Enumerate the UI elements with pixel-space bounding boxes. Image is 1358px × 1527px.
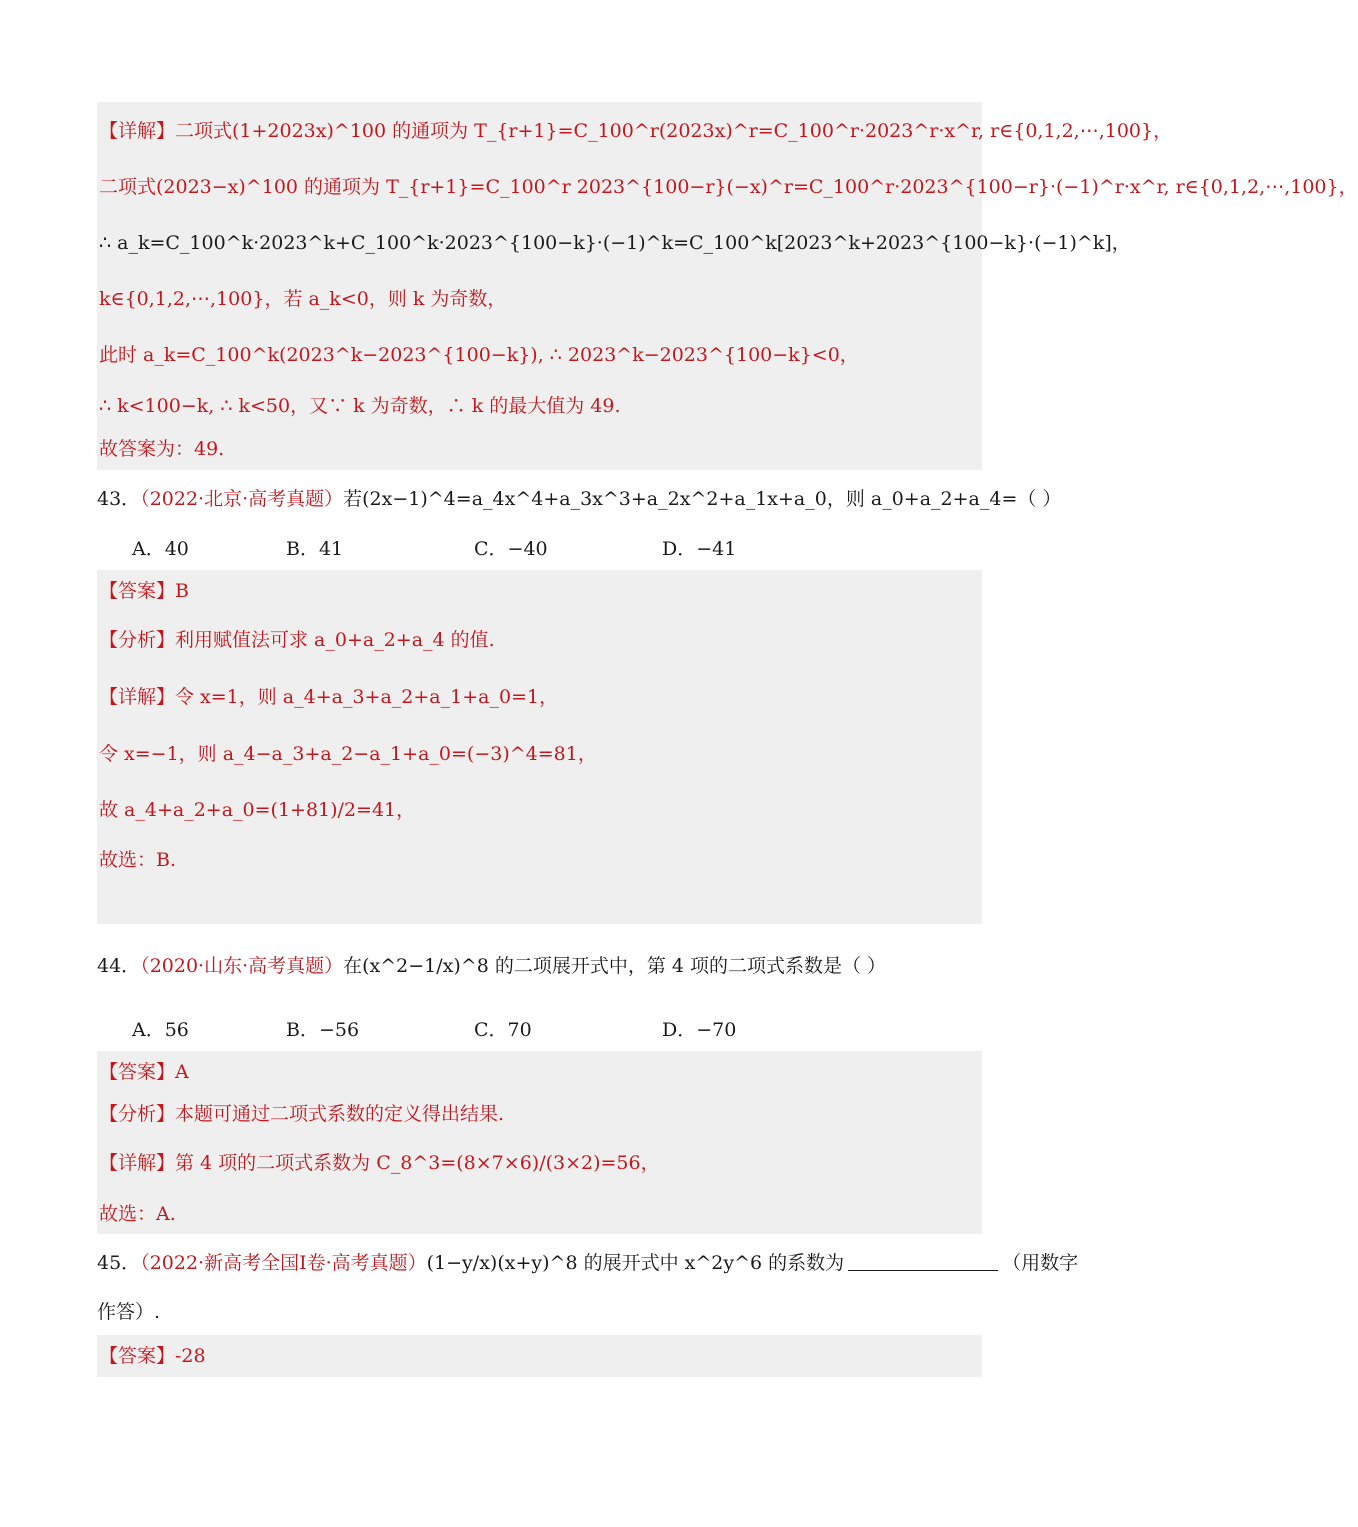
detail-line-6: ∴ k<100−k, ∴ k<50，又∵ k 为奇数，∴ k 的最大值为 49. <box>99 395 621 417</box>
detail-line-7: 故答案为：49. <box>99 438 225 460</box>
detail-line-4: k∈{0,1,2,⋯,100}，若 a_k<0，则 k 为奇数， <box>99 288 507 310</box>
options-44 <box>0 1015 1080 1045</box>
analysis-44: 【分析】本题可通过二项式系数的定义得出结果. <box>99 1103 505 1125</box>
detail-43-line-3: 故 a_4+a_2+a_0=(1+81)/2=41， <box>99 799 416 821</box>
option-c: C．−40 <box>474 538 548 560</box>
question-source: （2022·北京·高考真题） <box>140 488 344 510</box>
question-45-cont: 作答）. <box>97 1301 161 1323</box>
answer-44: 【答案】A <box>99 1061 189 1083</box>
detail-43-line-2: 令 x=−1，则 a_4−a_3+a_2−a_1+a_0=(−3)^4=81， <box>99 743 597 765</box>
answer-45: 【答案】-28 <box>99 1345 206 1367</box>
question-stem: (1−y/x)(x+y)^8 的展开式中 x^2y^6 的系数为 <box>426 1252 845 1274</box>
question-stem-tail: （用数字 <box>1002 1252 1079 1274</box>
question-stem: 若(2x−1)^4=a_4x^4+a_3x^3+a_2x^2+a_1x+a_0，则 a_0+a_2+a_4=（ ） <box>343 488 1062 510</box>
question-44 <box>97 951 982 981</box>
option-a: A．40 <box>132 538 189 560</box>
answer-43: 【答案】B <box>99 580 189 602</box>
option-c: C．70 <box>474 1019 532 1041</box>
option-b: B．−56 <box>286 1019 360 1041</box>
option-b: B．41 <box>286 538 344 560</box>
question-source: （2022·新高考全国I卷·高考真题） <box>140 1252 427 1274</box>
analysis-43: 【分析】利用赋值法可求 a_0+a_2+a_4 的值. <box>99 629 495 651</box>
options-43 <box>0 534 1080 564</box>
detail-44-line-1: 【详解】第 4 项的二项式系数为 C_8^3=(8×7×6)/(3×2)=56， <box>99 1152 660 1174</box>
option-d: D．−70 <box>662 1019 737 1041</box>
detail-line-3: ∴ a_k=C_100^k·2023^k+C_100^k·2023^{100−k}·(−1)^k=C_100^k[2023^k+2023^{100−k}·(−1)^k]， <box>99 232 1131 254</box>
option-d: D．−41 <box>662 538 737 560</box>
detail-43-line-4: 故选：B. <box>99 849 177 871</box>
question-number: 45． <box>97 1252 141 1274</box>
question-45 <box>97 1248 1079 1278</box>
question-number: 44． <box>97 955 141 977</box>
question-source: （2020·山东·高考真题） <box>140 955 344 977</box>
detail-43-line-1: 【详解】令 x=1，则 a_4+a_3+a_2+a_1+a_0=1， <box>99 686 559 708</box>
question-43 <box>97 484 1062 514</box>
answer-blank <box>848 1252 998 1271</box>
detail-line-1: 【详解】二项式(1+2023x)^100 的通项为 T_{r+1}=C_100^r(2023x)^r=C_100^r·2023^r·x^r, r∈{0,1,2,⋯,100}， <box>99 120 1173 142</box>
detail-line-5: 此时 a_k=C_100^k(2023^k−2023^{100−k}), ∴ 2023^k−2023^{100−k}<0， <box>99 344 859 366</box>
option-a: A．56 <box>132 1019 189 1041</box>
detail-44-line-2: 故选：A. <box>99 1203 176 1225</box>
question-number: 43． <box>97 488 141 510</box>
question-stem: 在(x^2−1/x)^8 的二项展开式中，第 4 项的二项式系数是（ ） <box>343 955 887 977</box>
detail-line-2: 二项式(2023−x)^100 的通项为 T_{r+1}=C_100^r 2023^{100−r}(−x)^r=C_100^r·2023^{100−r}·(−1)^r·x^r, r∈{0,1,2,⋯,100}， <box>99 176 1358 198</box>
